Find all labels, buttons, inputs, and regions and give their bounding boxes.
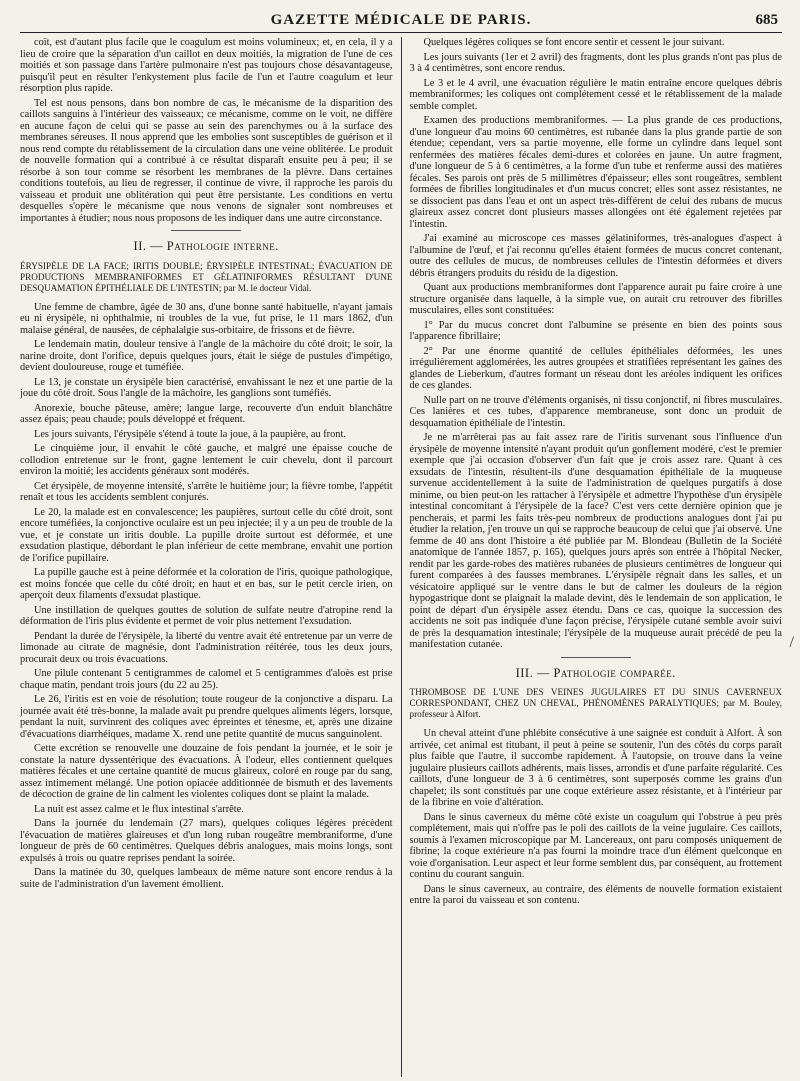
- section-rule: [171, 230, 241, 231]
- paragraph: Je ne m'arrêterai pas au fait assez rare de l'iritis survenant sous l'influence d'un érysipèle de moyenne intensité n'ayant produit qu'un gonflement modéré, c'est le premier exemple que j'ai occasion d'observer d'un fait que je crois assez rare. Quant à ces exsudats de l'intestin, résultent-ils d'une desquamation épithéliale de la muqueuse survenue accidentellement à la suite de l'administration de quelques purgatifs à dose minime, ou bien peut-on les rattacher à l'érysipèle et admettre l'hypothèse d'un érysipèle intestinal concomitant à l'érysipèle de la face? C'est vers cette dernière opinion que je pencherais, et parmi les faits très-peu nombreux de productions analogues dont j'ai pu étudier la relation, j'en trouve un qui se rapproche beaucoup de celui que j'ai observé. Une femme de 40 ans dont l'histoire a été publiée par M. Blondeau (Bulletin de la Société anatomique de l'année 1857, p. 165), quelques jours après son entrée à l'hôpital Necker, rendit par les garde-robes des matières rubanées de plusieurs centimètres de longueur qui furent comparées à des fausses membranes. L'érysipèle régnait dans les salles, et un vésicatoire appliqué sur le ventre dans le but de calmer les douleurs de la région hypogastrique dont se plaignait la malade devint, dès le lendemain de son application, le point de départ d'un érysipèle assez étendu. Dans ce cas, quoique la succession des accidents ne soit pas indiquée d'une façon précise, l'érysipèle cutané semble avoir suivi de près la desquamation intestinale; l'érysipèle de la muqueuse aurait précédé de peu la manifestation cutanée.: [409, 432, 782, 650]
- paragraph: Cette excrétion se renouvelle une douzaine de fois pendant la journée, et le soir je constate la nature dyssentérique des évacuations. À l'odeur, elles contiennent quelques matières fécales et une certaine quantité de mucus glaireux, coloré en rouge par du sang, assez intimement mélangé. Une potion opiacée additionnée de bismuth et des lavements de décoction de graine de lin calment les violentes coliques dont se plaint la malade.: [20, 743, 393, 800]
- section-rule: [561, 657, 631, 658]
- two-column-body: [20, 37, 782, 1077]
- journal-title: GAZETTE MÉDICALE DE PARIS.: [270, 12, 532, 28]
- right-column: [401, 37, 782, 1077]
- paragraph: La nuit est assez calme et le flux intestinal s'arrête.: [34, 803, 244, 815]
- paragraph: Dans le sinus caverneux du même côté existe un coagulum qui l'obstrue à peu près complétement, mais qui n'offre pas le poli des caillots de la veine jugulaire. Ces caillots, soumis à l'examen microscopique par M. Lancereaux, ont paru composés uniquement de fibrine; la coque extérieure n'a pas fourni la moindre trace d'un élément quelconque en voie d'organisation. Leur aspect et leur forme semblent dus, par conséquent, au frottement continu du courant sanguin.: [409, 811, 782, 880]
- paragraph: Le 3 et le 4 avril, une évacuation régulière le matin entraîne encore quelques débris membraniformes; les coliques ont complétement cessé et le rétablissement de la malade semble complet.: [409, 77, 782, 112]
- article-subhead: THROMBOSE DE L'UNE DES VEINES JUGULAIRES ET DU SINUS CAVERNEUX CORRESPONDANT, CHEZ UN CHEVAL, PHÉNOMÈNES PARALYTIQUES; par M. Bouley, professeur à Alfort.: [409, 687, 782, 719]
- paragraph: Une instillation de quelques gouttes de solution de sulfate neutre d'atropine rend la déformation de l'iris plus évidente et permet de voir plus nettement l'exsudation.: [20, 604, 393, 627]
- paragraph: Quelques légères coliques se font encore sentir et cessent le jour suivant.: [423, 37, 725, 48]
- left-column: [20, 37, 401, 1077]
- paragraph: Dans le sinus caverneux, au contraire, des éléments de nouvelle formation existaient entre la paroi du vaisseau et son contenu.: [409, 883, 782, 906]
- paragraph: La pupille gauche est à peine déformée et la coloration de l'iris, quoique pathologique, est moins foncée que celle du côté droit; en haut et en bas, sur le petit cercle irien, on aperçoit deux filaments d'exsudat plastique.: [20, 567, 393, 601]
- paragraph: Le 20, la malade est en convalescence; les paupières, surtout celle du côté droit, sont encore tuméfiées, la conjonctive oculaire est un peu injectée; il y a un peu de trouble de la vue, et je constate un iritis double. La pupille droite surtout est déformée, et une exsudation plastique, débordant le plan inférieur de cette membrane, envahit une portion de l'orifice pupillaire.: [20, 506, 393, 564]
- section-title: II. — Pathologie interne.: [133, 239, 279, 253]
- paragraph: J'ai examiné au microscope ces masses gélatiniformes, très-analogues d'aspect à l'albumine de l'œuf, et j'ai reconnu qu'elles étaient formées de mucus concret contenant, outre des cellules de mucus, de nombreuses cellules de l'intestin déformées et divers débris étrangers produits du résidu de la digestion.: [409, 233, 782, 279]
- paragraph: Quant aux productions membraniformes dont l'apparence aurait pu faire croire à une structure organisée dans laquelle, à la simple vue, on aurait cru retrouver des fibrilles musculaires, elles sont constituées:: [409, 282, 782, 316]
- paragraph: Dans la journée du lendemain (27 mars), quelques coliques légères précèdent l'évacuation de matières glaireuses et d'un long ruban rougeâtre membraniforme, d'une longueur de près de 60 centimètres. Quelques débris analogues, mais moins longs, sont expulsés à trois ou quatre reprises pendant la soirée.: [20, 818, 393, 864]
- paragraph: Une femme de chambre, âgée de 30 ans, d'une bonne santé habituelle, n'ayant jamais eu ni érysipèle, ni ophthalmie, ni troubles de la vue, fut prise, le 11 mars 1862, d'un malaise général, de nausées, de céphalalgie sus-orbitaire, de frissons et de fièvre.: [20, 301, 393, 336]
- paragraph: Le lendemain matin, douleur tensive à l'angle de la mâchoire du côté droit; le soir, la narine droite, dont l'orifice, depuis quelques jours, était le siége de pustules d'impétigo, devient douloureuse, rouge et tuméfiée.: [20, 339, 393, 373]
- paragraph: 1° Par du mucus concret dont l'albumine se présente en bien des points sous l'apparence fibrillaire;: [409, 319, 782, 342]
- paragraph: 2° Par une énorme quantité de cellules épithéliales déformées, les unes irrégulièrement agglomérées, les autres groupées et stratifiées représentant les gaînes des glandes de Lieberkum, d'autres formant un réseau dont les aréoles indiquent les orifices de ces glandes.: [409, 345, 782, 391]
- paragraph: Le 13, je constate un érysipèle bien caractérisé, envahissant le nez et une partie de la joue du côté droit. Sous l'angle de la mâchoire, les ganglions sont tuméfiés.: [20, 376, 393, 399]
- article-subhead: ÉRYSIPÈLE DE LA FACE; IRITIS DOUBLE; ÉRYSIPÈLE INTESTINAL; ÉVACUATION DE PRODUCTIONS MEMBRANIFORMES ET GÉLATINIFORMES RÉSULTANT D'UNE DESQUAMATION ÉPITHÉLIALE DE L'INTESTIN; par M. le docteur Vidal.: [20, 260, 393, 293]
- paragraph: Tel est nous pensons, dans bon nombre de cas, le mécanisme de la disparition des caillots sanguins à l'intérieur des vaisseaux; ce mécanisme, comme on le voit, ne diffère en aucune façon de celui qui se passe au sein des parenchymes ou à la surface des membranes séreuses. Il nous apprend que les embolies sont susceptibles de guérison et il nous rend compte du rétablissement de la circulation dans une veine oblitérée. Le produit de nouvelle formation qui a contribué à ce résultat disparaît ensuite peu à peu; il se résorbe à son tour comme se résorbent les membranes de la plèvre. Dans certaines conditions toutefois, au lieu de regresser, il continue de vivre, il rapproche les parois du vaisseau et produit une oblitération qui peut être persistante. Les conditions en vertu desquelles s'opère le mécanisme que nous venons de signaler sont nombreuses et importantes à étudier; nous nous proposons de les indiquer dans une autre circonstance.: [20, 97, 393, 224]
- paragraph: Dans la matinée du 30, quelques lambeaux de même nature sont encore rendus à la suite de l'administration d'un lavement émollient.: [20, 867, 393, 890]
- article-body: [409, 728, 782, 907]
- paragraph: Anorexie, bouche pâteuse, amère; langue large, recouverte d'un enduit blanchâtre assez épais; peau chaude; pouls développé et fréquent.: [20, 402, 393, 425]
- section-title: III. — Pathologie comparée.: [515, 665, 676, 680]
- article-body: [20, 302, 393, 891]
- margin-mark: /: [789, 634, 794, 651]
- paragraph: Examen des productions membraniformes. — La plus grande de ces productions, d'une longueur d'au moins 60 centimètres, est rubanée dans la plus grande partie de son étendue; cependant, vers sa partie moyenne, elle forme un cylindre dans lequel sont renfermées des matières fécales demi-dures et colorées en jaune. Un autre fragment, d'une longueur de 5 à 6 centimètres, a la forme d'un tube et renferme aussi des matières fécales. Ses parois ont près de 5 millimètres d'épaisseur; elles sont rougeâtres, semblent formées de fibrilles longitudinales et d'un mucus concret; elles sont assez résistantes, ne se dissocient pas dans l'eau et ont un aspect très-différent de celui des rubans de mucus glaireux assez concret dont plusieurs masses allongées ont été également rejetées par l'intestin.: [409, 115, 782, 230]
- paragraph: coït, est d'autant plus facile que le coagulum est moins volumineux; et, en cela, il y a lieu de croire que la séparation d'un caillot en deux moitiés, la migration de l'une de ces moitiés et son passage dans l'artère pulmonaire n'est pas toujours chose désavantageuse, puisqu'il peut en résulter l'enkystement plus facile de l'un et l'autre coagulum et leur résorption plus rapide.: [20, 37, 393, 94]
- paragraph: Nulle part on ne trouve d'éléments organisés, ni tissu conjonctif, ni fibres musculaires. Ces lanières et ces tubes, d'apparence membraneuse, sont donc un produit de desquamation épithéliale de l'intestin.: [409, 394, 782, 429]
- paragraph: Cet érysipèle, de moyenne intensité, s'arrête le huitième jour; la fièvre tombe, l'appétit renaît et tous les accidents semblent conjurés.: [20, 480, 393, 503]
- paragraph: Les jours suivants (1er et 2 avril) des fragments, dont les plus grands n'ont pas plus de 3 à 4 centimètres, sont encore rendus.: [409, 51, 782, 74]
- paragraph: Pendant la durée de l'érysipèle, la liberté du ventre avait été entretenue par un verre de limonade au citrate de magnésie, dont l'administration réitérée, tous les deux jours, procurait deux ou trois évacuations.: [20, 630, 393, 665]
- running-header: [20, 10, 782, 33]
- paragraph: Le 26, l'iritis est en voie de résolution; toute rougeur de la conjonctive a disparu. La journée avait été très-bonne, la malade avait pu prendre quelques aliments légers, lorsque, pendant la nuit, survinrent des coliques avec épreintes et ténesme, et, après une dizaine d'évacuations diarrhéiques, madame X. rend une petite quantité de mucus sanguinolent.: [20, 694, 393, 740]
- paragraph: Le cinquième jour, il envahit le côté gauche, et malgré une épaisse couche de collodion entretenue sur le front, gagne lentement le cuir chevelu, dont il parcourt environ la moitié; les accidents généraux sont modérés.: [20, 443, 393, 477]
- paragraph: Une pilule contenant 5 centigrammes de calomel et 5 centigrammes d'aloès est prise chaque matin, pendant trois jours (du 22 au 25).: [20, 668, 393, 691]
- paragraph: Les jours suivants, l'érysipèle s'étend à toute la joue, à la paupière, au front.: [34, 428, 346, 440]
- article-body: [409, 37, 782, 651]
- paragraph: Un cheval atteint d'une phlébite consécutive à une saignée est conduit à Alfort. À son arrivée, cet animal est titubant, il peut à peine se soutenir, l'un des côtés du corps paraît plus faible que l'autre, il succombe rapidement. À l'autopsie, on trouve dans la veine jugulaire plusieurs caillots adhérents, mais lisses, arrondis et d'une parfaite régularité. Ces caillots, d'une longueur de 3 à 6 centimètres, sont superposés comme les grains d'un chapelet; ils sont constitués par une coque extérieure assez résistante, et à l'intérieur par de la fibrine en voie d'altération.: [409, 728, 782, 808]
- page-number: 685: [755, 12, 778, 28]
